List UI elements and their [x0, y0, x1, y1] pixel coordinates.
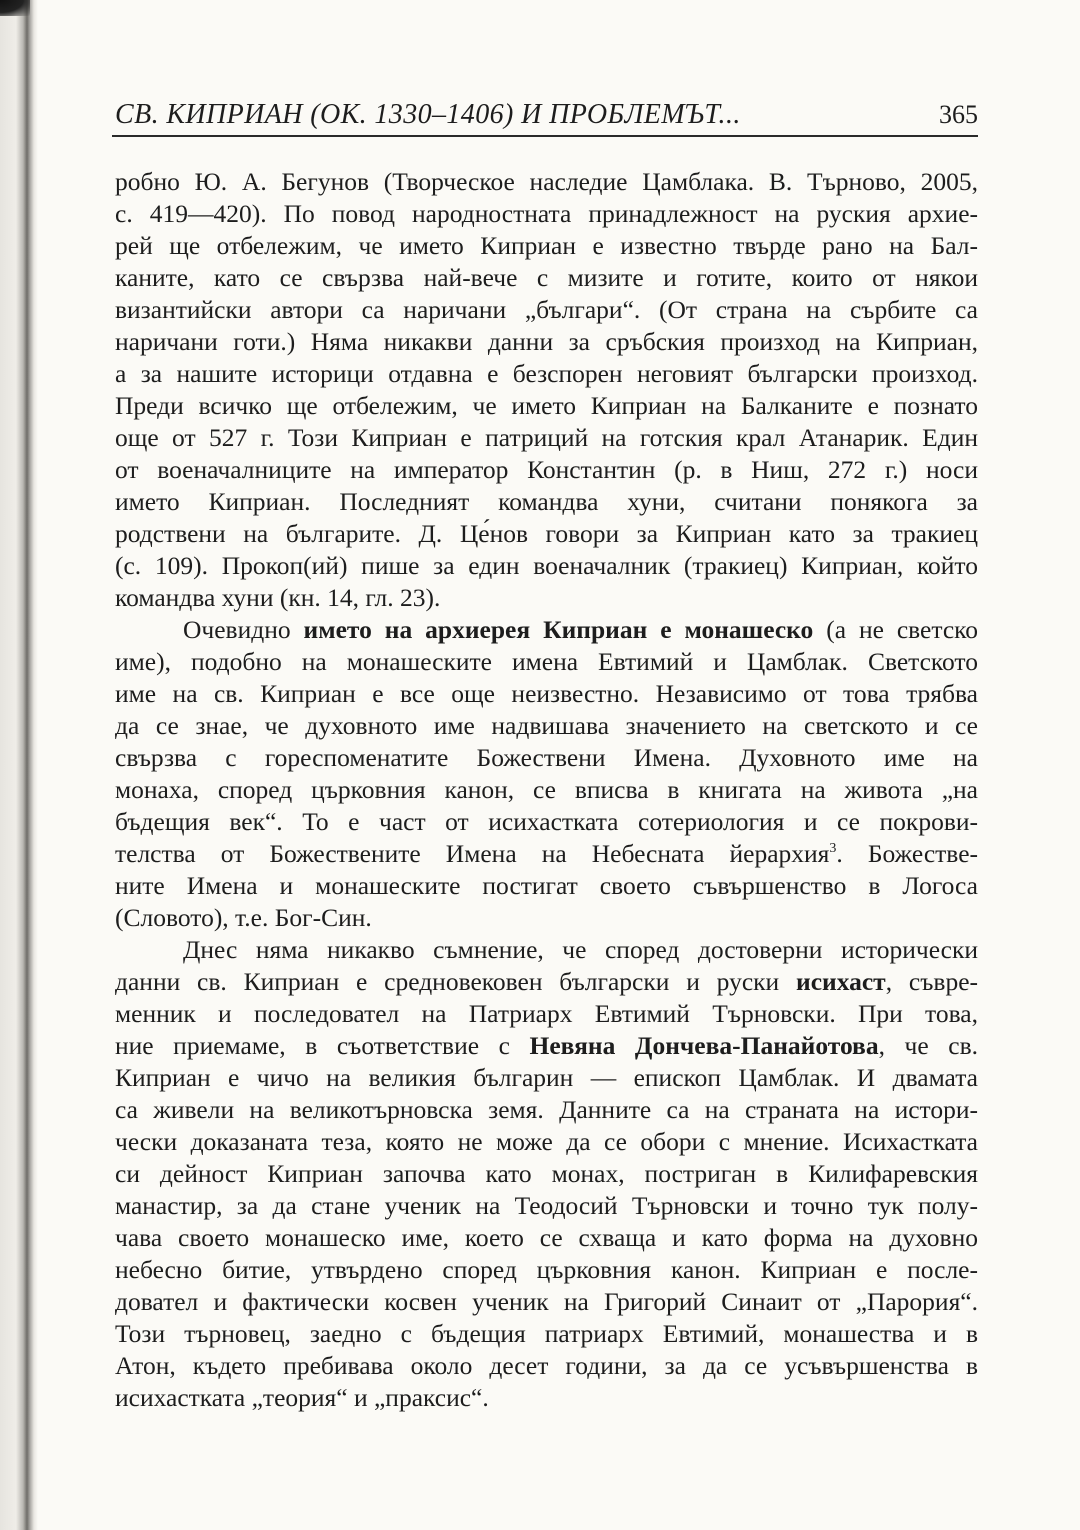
text-line: от военачалниците на император Константин (р. в Ниш, 272 г.) носи — [115, 455, 978, 484]
text-line: да се знае, че духовното име надвишава значението на светското и се — [115, 711, 978, 740]
running-title: СВ. КИПРИАН (ОК. 1330–1406) И ПРОБЛЕМЪТ... — [115, 99, 741, 130]
paragraph-1 — [115, 166, 978, 614]
body-text — [115, 166, 978, 1414]
page-number: 365 — [939, 100, 978, 129]
text-line: командва хуни (кн. 14, гл. 23). — [115, 583, 441, 612]
paragraph-3 — [115, 934, 978, 1414]
text-line: име на св. Киприан е все още неизвестно. Независимо от това трябва — [115, 679, 978, 708]
text-line: византийски автори са наричани „българи“. (От страна на сърбите са — [115, 295, 978, 324]
text-line: чава своето монашеско име, което се схваща и като форма на духовно — [115, 1223, 978, 1252]
text-line — [115, 1030, 978, 1062]
text-line: Днес няма никакво съмнение, че според достоверни исторически — [183, 935, 978, 964]
text-line: монаха, според църковния канон, се вписва в книгата на живота „на — [115, 775, 978, 804]
text-line: Този търновец, заедно с бъдещия патриарх Евтимий, монашества и в — [115, 1319, 978, 1348]
text-line: (с. 109). Прокоп(ий) пише за един военачалник (тракиец) Киприан, който — [115, 551, 978, 580]
scan-corner-shadow — [0, 0, 30, 16]
text-line: с. 419—420). По повод народностната принадлежност на руския архие- — [115, 199, 978, 228]
text-run: Очевидно — [183, 615, 304, 644]
text-line: Киприан е чичо на великия българин — епископ Цамблак. И двамата — [115, 1063, 978, 1092]
text-line: свързва с гореспоменатите Божествени Имена. Духовното име на — [115, 743, 978, 772]
text-line: име), подобно на монашеските имена Евтимий и Цамблак. Светското — [115, 647, 978, 676]
text-line: наричани готи.) Няма никакви данни за сръбския произход на Киприан, — [115, 327, 978, 356]
text-line: манастир, за да стане ученик на Теодосий Търновски и точно тук полу- — [115, 1191, 978, 1220]
text-line: менник и последовател на Патриарх Евтимий Търновски. При това, — [115, 999, 978, 1028]
text-line: довател и фактически косвен ученик на Григорий Синаит от „Парория“. — [115, 1287, 978, 1316]
text-line: са живели на великотърновска земя. Данните са на страната на истори- — [115, 1095, 978, 1124]
text-run: (а не светско — [813, 615, 978, 644]
text-line: бъдещия век“. То е част от исихастката сотериология и се покрови- — [115, 807, 978, 836]
text-line: робно Ю. А. Бегунов (Творческое наследие Цамблака. В. Търново, 2005, — [115, 167, 978, 196]
text-line: родствени на българите. Д. Це́нов говори за Киприан като за тракиец — [115, 519, 978, 548]
text-line — [115, 838, 978, 870]
book-gutter-shadow — [0, 0, 38, 1530]
text-line: Атон, където пребивава около десет години, за да се усъвършенства в — [115, 1351, 978, 1380]
footnote-marker: 3 — [829, 841, 837, 857]
text-run: , съвре- — [885, 967, 978, 996]
text-line: чески доказаната теза, която не може да се обори с мнение. Исихастката — [115, 1127, 978, 1156]
running-head — [115, 98, 978, 132]
text-line: ните Имена и монашеските постигат своето съвършенство в Логоса — [115, 871, 978, 900]
text-line: Преди всичко ще отбележим, че името Киприан на Балканите е познато — [115, 391, 978, 420]
text-line: а за нашите историци отдавна е безспорен неговият български произход. — [115, 359, 978, 388]
text-line: исихастката „теория“ и „праксис“. — [115, 1383, 489, 1412]
text-line: каните, като се свързва най-вече с мизите и готите, които от някои — [115, 263, 978, 292]
text-line — [115, 966, 978, 998]
text-line — [115, 614, 978, 646]
text-run: телства от Божествените Имена на Небесната йерархия — [115, 839, 830, 868]
bold-emphasis: исихаст — [796, 967, 886, 996]
text-run: ние приемаме, в съответствие с — [115, 1031, 530, 1060]
bold-emphasis: Невяна Дончева-Панайотова — [529, 1031, 879, 1060]
text-line: рей ще отбележим, че името Киприан е известно твърде рано на Бал- — [115, 231, 978, 260]
text-line: си дейност Киприан започва като монах, постриган в Килифаревския — [115, 1159, 978, 1188]
text-line: небесно битие, утвърдено според църковния канон. Киприан е после- — [115, 1255, 978, 1284]
paragraph-2 — [115, 614, 978, 934]
text-run: . Божестве- — [836, 839, 979, 868]
text-run: данни св. Киприан е средновековен български и руски — [115, 967, 796, 996]
header-rule — [112, 135, 978, 137]
text-line: (Словото), т.е. Бог-Син. — [115, 903, 372, 932]
text-run: , че св. — [878, 1031, 978, 1060]
text-line: името Киприан. Последният командва хуни, считани понякога за — [115, 487, 978, 516]
bold-emphasis: името на архиерея Киприан е монашеско — [303, 615, 814, 644]
text-line: още от 527 г. Този Киприан е патриций на готския крал Атанарик. Един — [115, 423, 978, 452]
